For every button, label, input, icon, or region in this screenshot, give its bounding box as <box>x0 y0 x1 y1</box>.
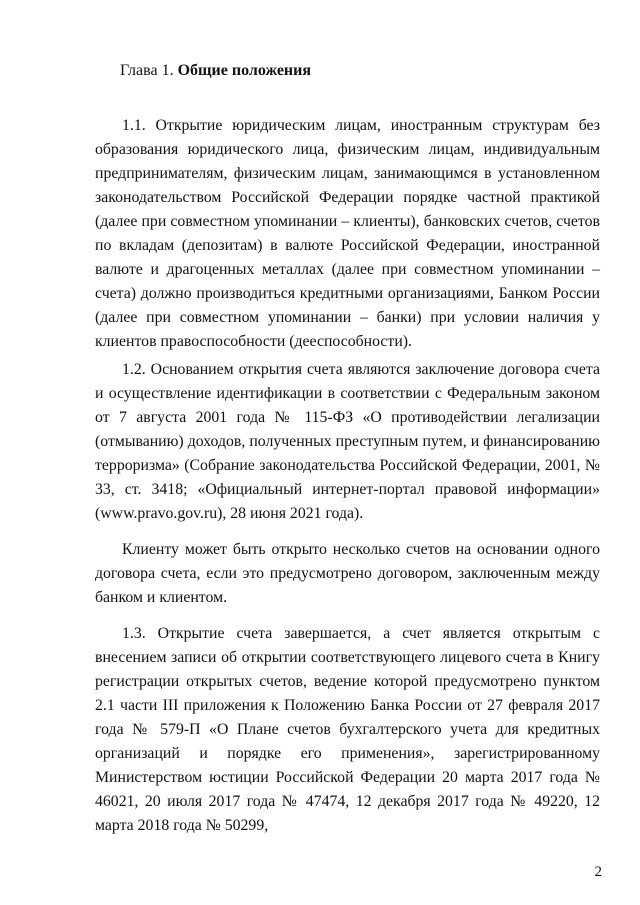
paragraph-1-2-continuation: Клиенту может быть открыто несколько счетов на основании одного договора счета, если это предусмотрено договором, заключенным между банком и клиентом. <box>95 541 600 606</box>
document-body <box>95 114 600 838</box>
chapter-heading <box>120 60 311 82</box>
page-number: 2 <box>594 864 602 880</box>
paragraph-1-2: 1.2. Основанием открытия счета являются заключение договора счета и осуществление идентификации в соответствии с Федеральным законом от 7 августа 2001 года № 115-ФЗ «О противодействии легализации (отмыванию) доходов, полученных преступным путем, и финансированию терроризма» (Собрание законодательства Российской Федерации, 2001, № 33, ст. 3418; «Официальный интернет-портал правовой информации» (www.pravo.gov.ru), 28 июня 2021 года). <box>95 361 600 522</box>
chapter-number: Глава 1. <box>120 62 174 79</box>
chapter-title: Общие положения <box>177 62 312 79</box>
paragraph-1-1: 1.1. Открытие юридическим лицам, иностранным структурам без образования юридического лица, физическим лицам, индивидуальным предпринимателям, физическим лицам, занимающимся в установленном законодательством Российской Федерации порядке частной практикой (далее при совместном упоминании – клиенты), банковских счетов, счетов по вкладам (депозитам) в валюте Российской Федерации, иностранной валюте и драгоценных металлах (далее при совместном упоминании – счета) должно производиться кредитными организациями, Банком России (далее при совместном упоминании – банки) при условии наличия у клиентов правоспособности (дееспособности). <box>95 117 600 350</box>
paragraph-1-3: 1.3. Открытие счета завершается, а счет является открытым с внесением записи об открытии соответствующего лицевого счета в Книгу регистрации открытых счетов, ведение которой предусмотрено пунктом 2.1 части III приложения к Положению Банка России от 27 февраля 2017 года № 579-П «О Плане счетов бухгалтерского учета для кредитных организаций и порядке его применения», зарегистрированному Министерством юстиции Российской Федерации 20 марта 2017 года № 46021, 20 июля 2017 года № 47474, 12 декабря 2017 года № 49220, 12 марта 2018 года № 50299, <box>95 625 600 834</box>
